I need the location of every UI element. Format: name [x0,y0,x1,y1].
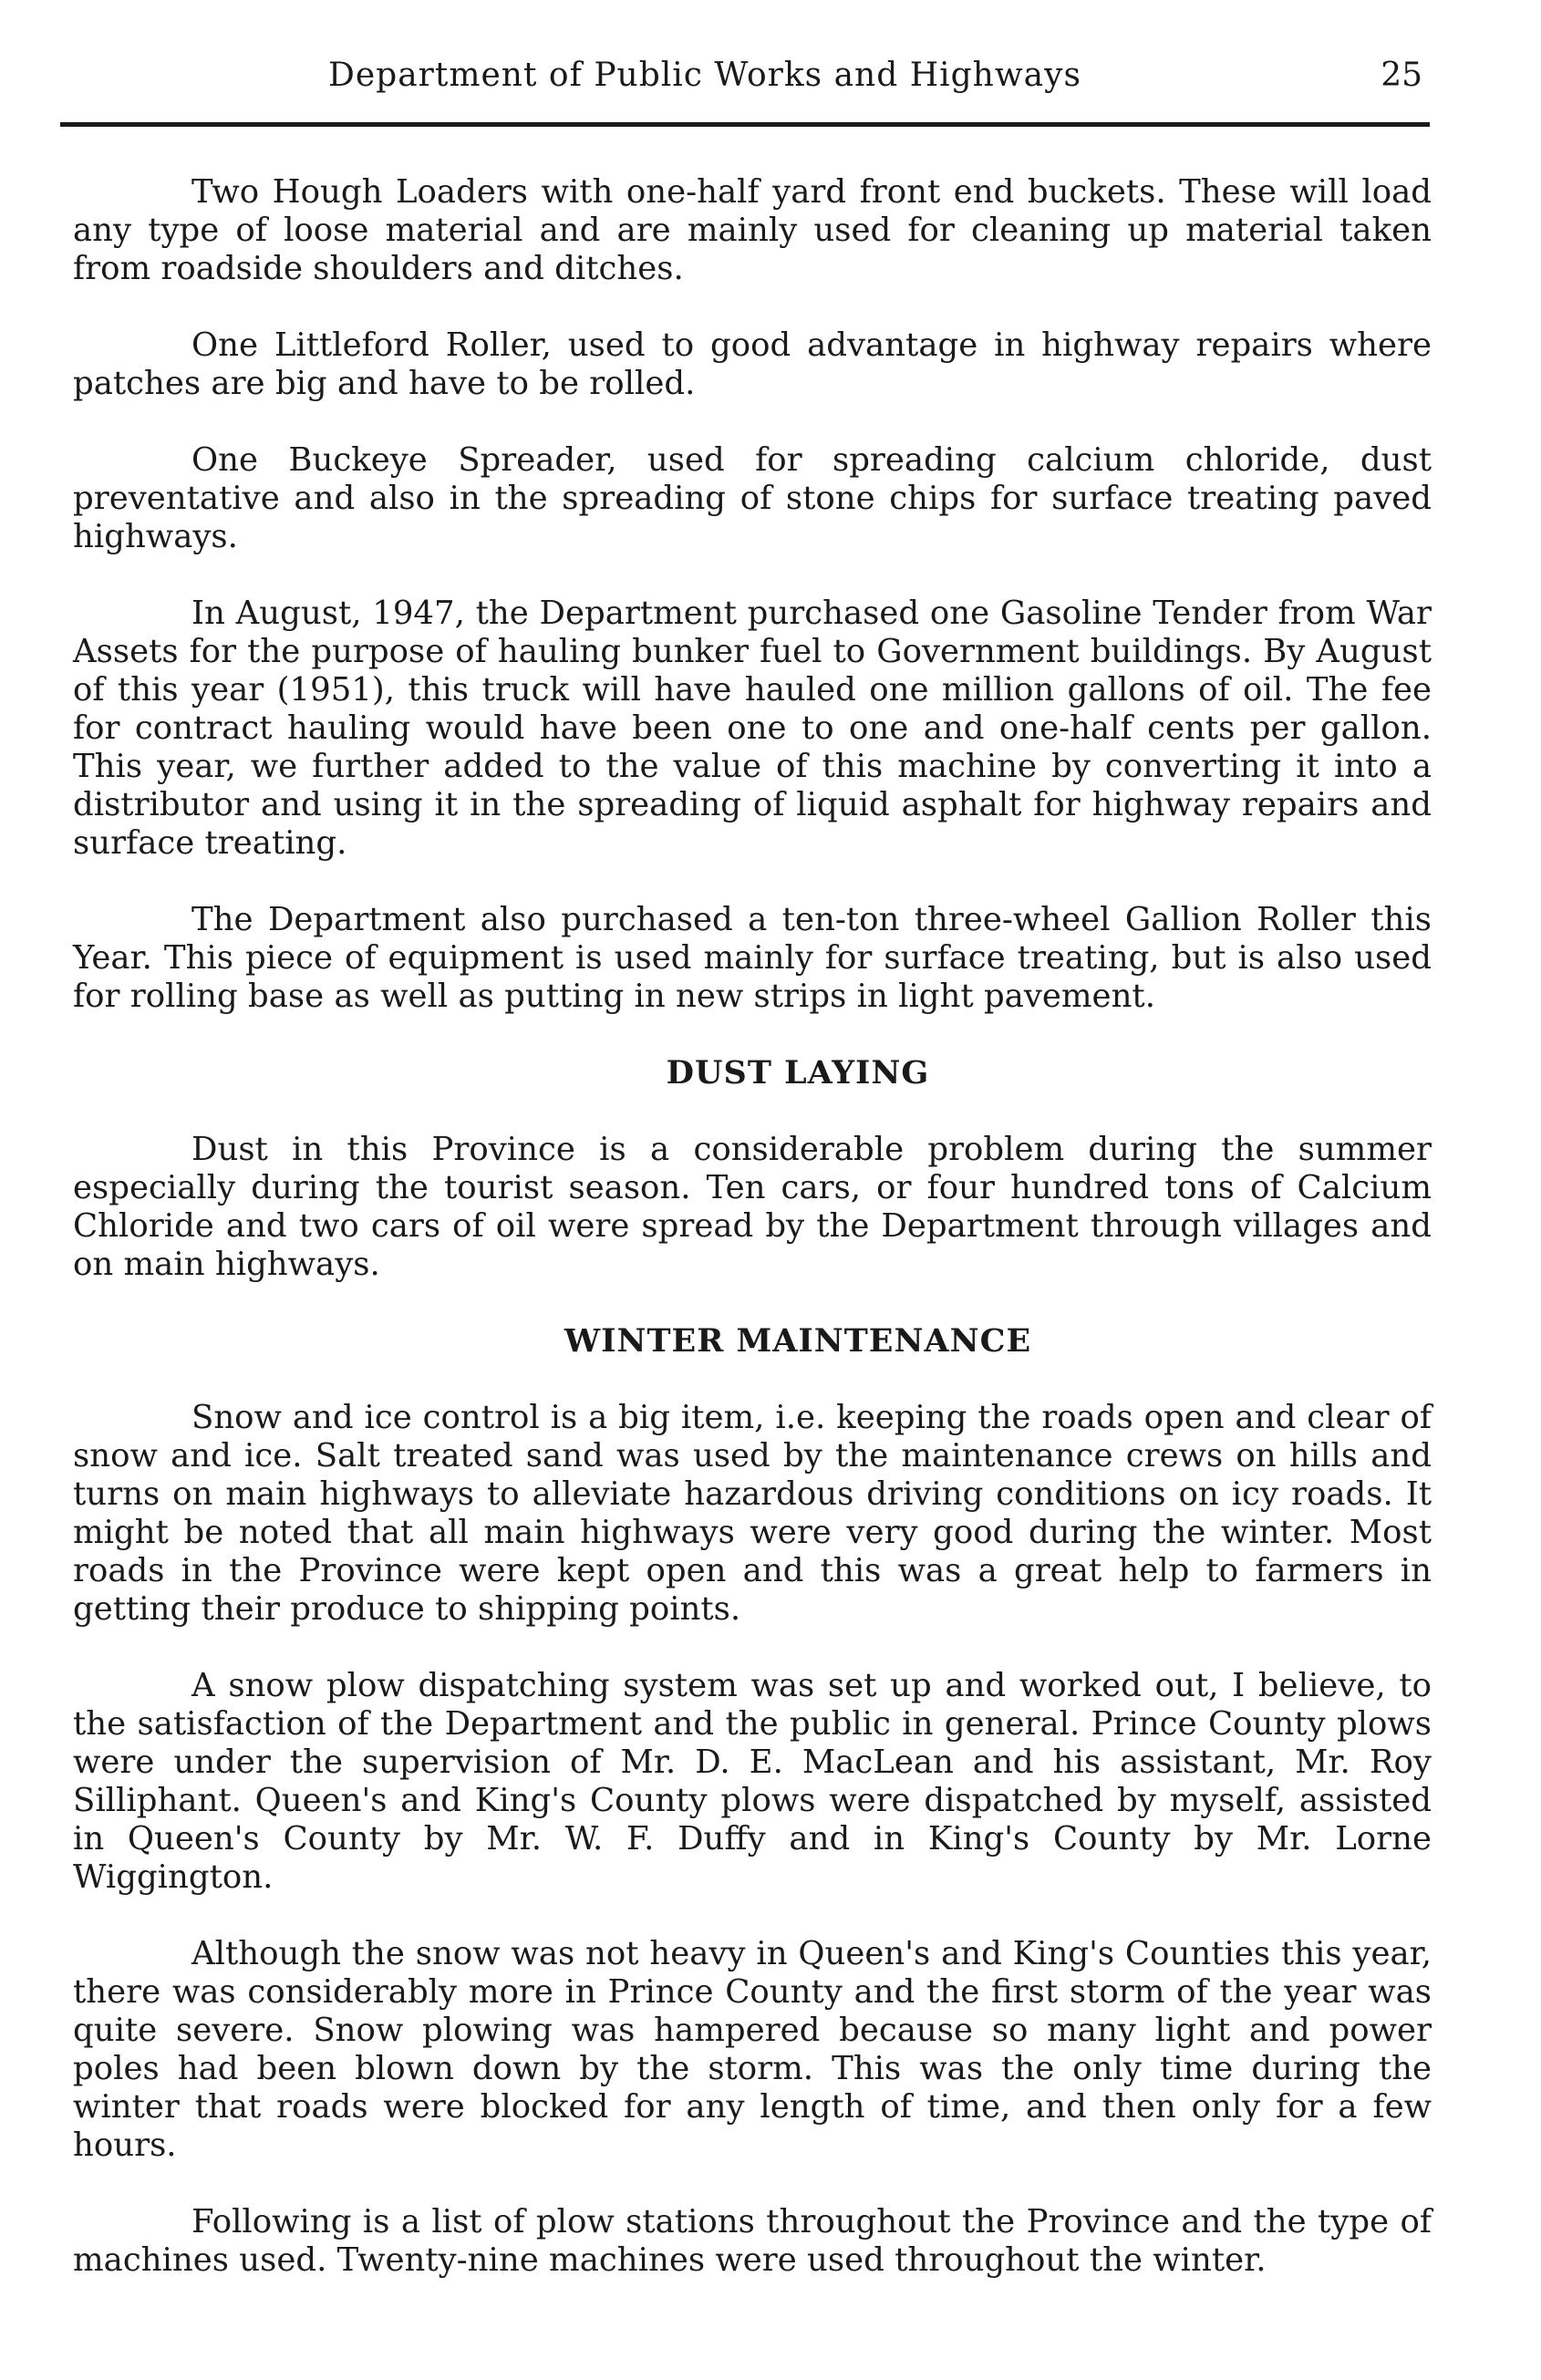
paragraph-dust-problem: Dust in this Province is a considerable problem during the summer especially during the tourist season. Ten cars, or four hundred tons of Calcium Chloride and two cars of oil were spread by the Department through villages and on main highways. [73,1131,1432,1283]
paragraph-buckeye-spreader: One Buckeye Spreader, used for spreading calcium chloride, dust preventative and also in the spreading of stone chips for surface treating paved highways. [73,441,1432,555]
running-header [73,57,1441,111]
section-heading-dust-laying: DUST LAYING [666,1054,930,1092]
paragraph-gallion-roller: The Department also purchased a ten-ton three-wheel Gallion Roller this Year. This piece of equipment is used mainly for surface treating, but is also used for rolling base as well as putting in new strips in light pavement. [73,901,1432,1015]
running-title: Department of Public Works and Highways [328,57,1081,94]
body-text [73,173,1432,2318]
paragraph-gasoline-tender: In August, 1947, the Department purchased one Gasoline Tender from War Assets for the purpose of hauling bunker fuel to Government buildings. By August of this year (1951), this truck will have hauled one million gallons of oil. The fee for contract hauling would have been one to one and one-half cents per gallon. This year, we further added to the value of this machine by converting it into a distributor and using it in the spreading of liquid asphalt for highway repairs and surface treating. [73,595,1432,862]
paragraph-littleford-roller: One Littleford Roller, used to good advantage in highway repairs where patches are big and have to be rolled. [73,326,1432,402]
paragraph-plow-dispatching: A snow plow dispatching system was set up and worked out, I believe, to the satisfaction of the Department and the public in general. Prince County plows were under the supervision of Mr. D. E. MacLean and his assistant, Mr. Roy Silliphant. Queen's and King's County plows were dispatched by myself, assisted in Queen's County by Mr. W. F. Duffy and in King's County by Mr. Lorne Wiggington. [73,1667,1432,1896]
paragraph-hough-loaders: Two Hough Loaders with one-half yard front end buckets. These will load any type of loose material and are mainly used for cleaning up material taken from roadside shoulders and ditches. [73,173,1432,287]
paragraph-plow-stations: Following is a list of plow stations throughout the Province and the type of machines used. Twenty-nine machines were used throughout the winter. [73,2203,1432,2279]
paragraph-snow-ice-control: Snow and ice control is a big item, i.e. keeping the roads open and clear of snow and ice. Salt treated sand was used by the maintenance crews on hills and turns on main highways to alleviate hazardous driving conditions on icy roads. It might be noted that all main highways were very good during the winter. Most roads in the Province were kept open and this was a great help to farmers in getting their produce to shipping points. [73,1399,1432,1628]
header-rule [60,122,1430,127]
page-number: 25 [1381,57,1422,94]
section-heading-winter-maintenance: WINTER MAINTENANCE [564,1322,1032,1360]
paragraph-snow-conditions: Although the snow was not heavy in Queen's and King's Counties this year, there was considerably more in Prince County and the first storm of the year was quite severe. Snow plowing was hampered because so many light and power poles had been blown down by the storm. This was the only time during the winter that roads were blocked for any length of time, and then only for a few hours. [73,1935,1432,2164]
